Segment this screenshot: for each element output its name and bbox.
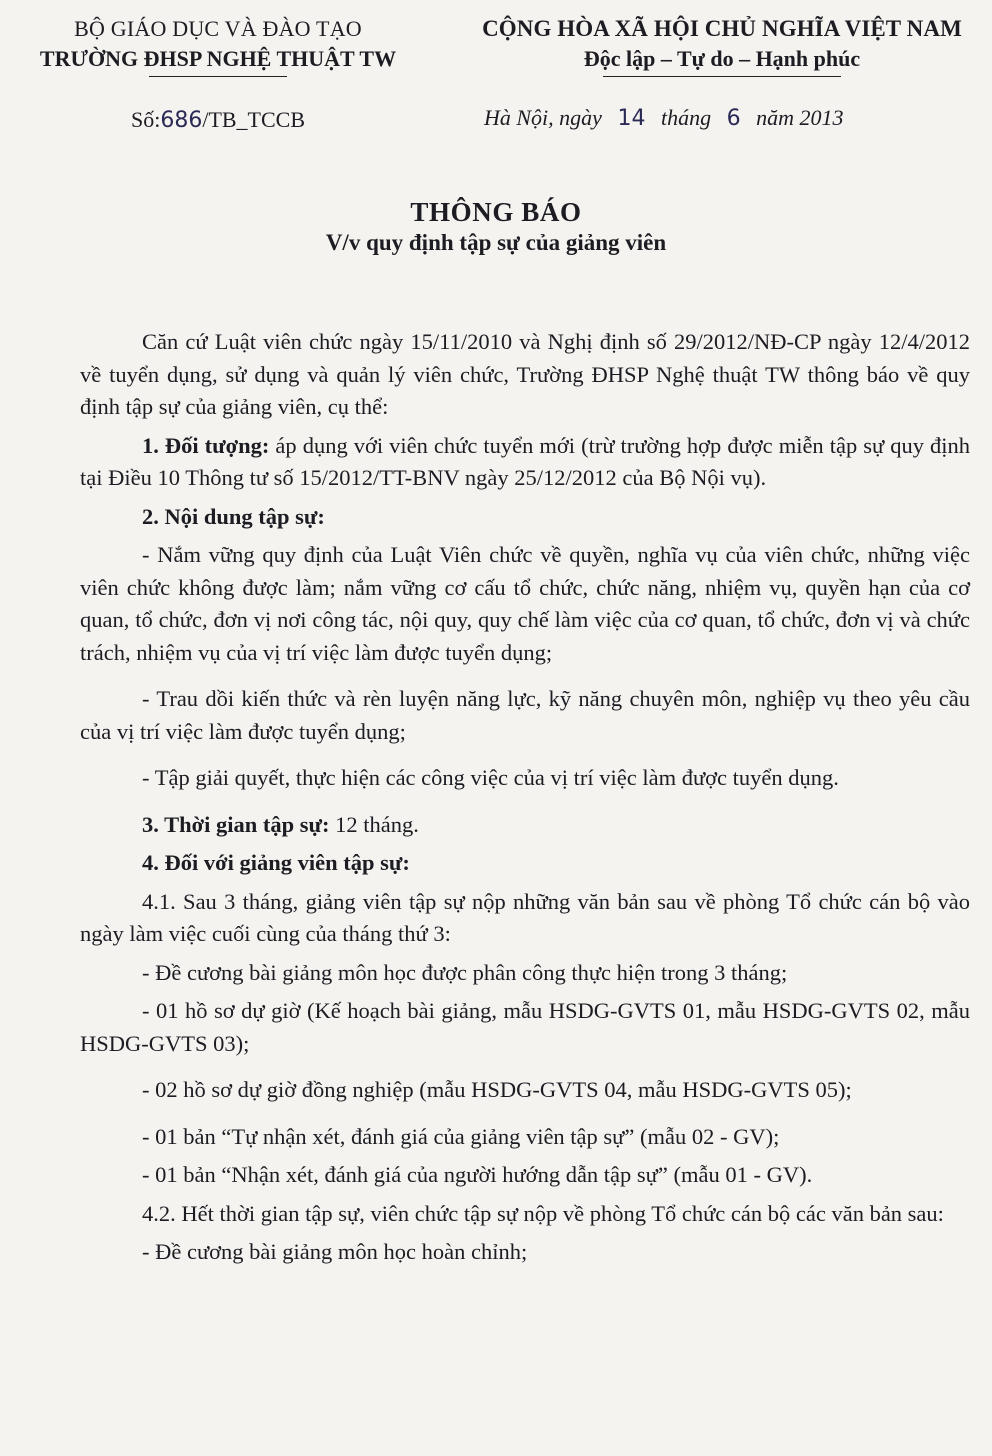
subsection-4-2: 4.2. Hết thời gian tập sự, viên chức tập sự nộp về phòng Tổ chức cán bộ các văn bản sau:	[142, 1200, 944, 1226]
section-4-heading: 4. Đối với giảng viên tập sự:	[142, 850, 410, 875]
doc-number-prefix: Số:	[130, 107, 161, 132]
document-body	[80, 326, 970, 1269]
header-underline	[149, 76, 287, 77]
list-item: - 02 hồ sơ dự giờ đồng nghiệp (mẫu HSDG-GVTS 04, mẫu HSDG-GVTS 05);	[142, 1077, 852, 1102]
section-1-heading: 1. Đối tượng:	[142, 432, 270, 458]
document-subject: V/v quy định tập sự của giảng viên	[325, 230, 667, 255]
section-3-heading: 3. Thời gian tập sự:	[142, 811, 330, 837]
ministry-name: BỘ GIÁO DỤC VÀ ĐÀO TẠO	[74, 16, 362, 41]
list-item: - Tập giải quyết, thực hiện các công việc của vị trí việc làm được tuyển dụng.	[142, 765, 839, 790]
list-item: - Đề cương bài giảng môn học hoàn chỉnh;	[142, 1239, 528, 1264]
section-3-text: 12 tháng.	[329, 811, 419, 837]
list-item: - 01 hồ sơ dự giờ (Kế hoạch bài giảng, mẫu HSDG-GVTS 01, mẫu HSDG-GVTS 02, mẫu HSDG-GVTS 03);	[80, 998, 970, 1056]
doc-number-handwritten: 686	[160, 108, 203, 133]
national-header	[462, 14, 982, 134]
subsection-4-1: 4.1. Sau 3 tháng, giảng viên tập sự nộp những văn bản sau về phòng Tổ chức cán bộ vào ngày làm việc cuối cùng của tháng thứ 3:	[80, 888, 970, 946]
date-prefix: Hà Nội, ngày	[484, 105, 602, 130]
issuer-header	[8, 14, 428, 136]
school-name: TRƯỜNG ĐHSP NGHỆ THUẬT TW	[39, 46, 397, 71]
list-item: - 01 bản “Nhận xét, đánh giá của người hướng dẫn tập sự” (mẫu 01 - GV).	[142, 1162, 813, 1187]
motto-underline	[603, 76, 841, 77]
section-1	[80, 430, 970, 495]
section-3	[80, 809, 970, 842]
document-date	[462, 103, 982, 134]
list-item: - Trau dồi kiến thức và rèn luyện năng lực, kỹ năng chuyên môn, nghiệp vụ theo yêu cầu của vị trí việc làm được tuyển dụng;	[80, 686, 970, 744]
date-month-handwritten: 6	[726, 106, 741, 131]
doc-number-suffix: /TB_TCCB	[202, 107, 306, 132]
intro-paragraph: Căn cứ Luật viên chức ngày 15/11/2010 và Nghị định số 29/2012/NĐ-CP ngày 12/4/2012 về tuyển dụng, sử dụng và quản lý viên chức, Trường ĐHSP Nghệ thuật TW thông báo về quy định tập sự của giảng viên, cụ thể:	[80, 329, 970, 419]
list-item: - Đề cương bài giảng môn học được phân công thực hiện trong 3 tháng;	[142, 959, 788, 985]
country-name: CỘNG HÒA XÃ HỘI CHỦ NGHĨA VIỆT NAM	[482, 16, 962, 41]
list-item: - 01 bản “Tự nhận xét, đánh giá của giảng viên tập sự” (mẫu 02 - GV);	[142, 1123, 780, 1149]
date-month-label: tháng	[660, 105, 712, 130]
document-number	[8, 105, 428, 136]
section-2-heading: 2. Nội dung tập sự:	[142, 503, 325, 529]
date-year: năm 2013	[756, 105, 844, 130]
document-title-block	[0, 196, 992, 258]
list-item: - Nắm vững quy định của Luật Viên chức về quyền, nghĩa vụ của viên chức, những việc viên chức không được làm; nắm vững cơ cấu tổ chức, chức năng, nhiệm vụ, quyền hạn của cơ quan, tổ chức, đơn vị nơi công tác, nội quy, quy chế làm việc của cơ quan, tổ chức, đơn vị và chức trách, nhiệm vụ của vị trí việc làm được tuyển dụng;	[80, 542, 970, 665]
document-title: THÔNG BÁO	[410, 197, 582, 227]
national-motto: Độc lập – Tự do – Hạnh phúc	[583, 46, 861, 71]
date-day-handwritten: 14	[617, 106, 646, 131]
section-1-text: áp dụng với viên chức tuyển mới (trừ trường hợp được miễn tập sự quy định tại Điều 10 Thông tư số 15/2012/TT-BNV ngày 25/12/2012 của Bộ Nội vụ).	[80, 432, 970, 490]
